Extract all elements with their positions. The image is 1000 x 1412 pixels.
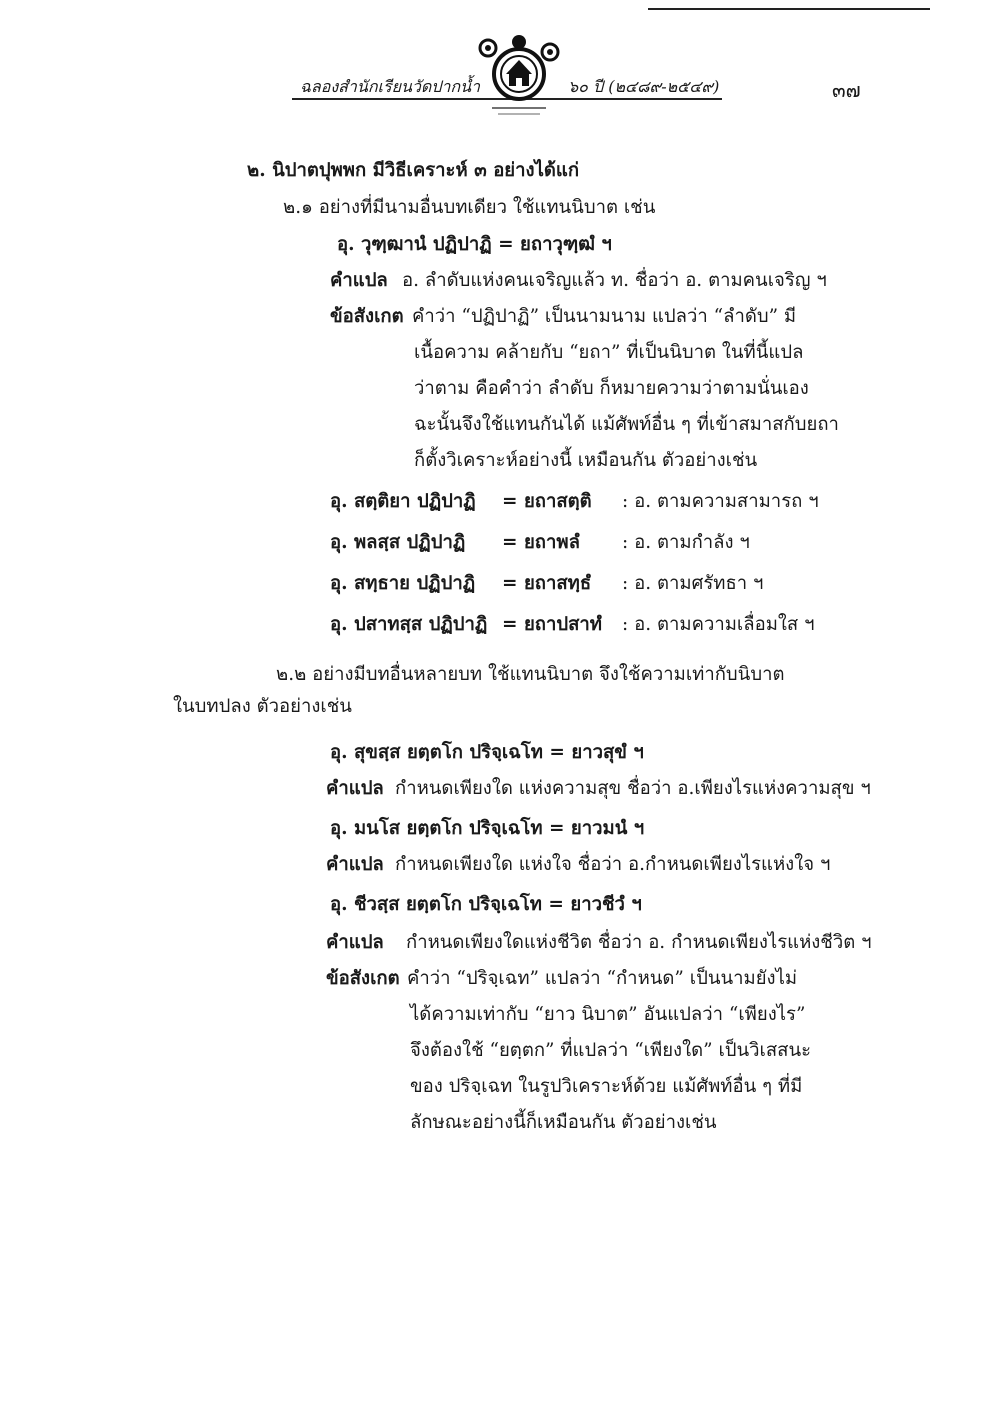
note-text: เนื้อความ คล้ายกับ “ยถา” ที่เป็นนิบาต ในที่นี้แปล	[414, 342, 804, 363]
page-number: ๓๗	[832, 78, 861, 102]
translation-text: กำหนดเพียงใดแห่งชีวิต ชื่อว่า อ. กำหนดเพียงไรแห่งชีวิต ฯ	[406, 932, 872, 953]
translation-label: คำแปล	[326, 932, 384, 953]
paragraph-continuation: ในบทปลง ตัวอย่างเช่น	[173, 696, 352, 717]
note-text: ของ ปริจฺเฉท ในรูปวิเคราะห์ด้วย แม้ศัพท์อื่น ๆ ที่มี	[410, 1076, 803, 1097]
note-text: ลักษณะอย่างนี้ก็เหมือนกัน ตัวอย่างเช่น	[410, 1112, 717, 1133]
note-text: คำว่า “ปริจฺเฉท” แปลว่า “กำหนด” เป็นนามยังไม่	[407, 968, 798, 989]
example-translation: : อ. ตามศรัทธา ฯ	[622, 573, 764, 594]
translation-label: คำแปล	[326, 778, 384, 799]
example-translation: : อ. ตามกำลัง ฯ	[622, 532, 750, 553]
note-text: ได้ความเท่ากับ “ยาว นิบาต” อันแปลว่า “เพียงไร”	[410, 1004, 806, 1025]
header-right-title: ๖๐ ปี (๒๔๘๙-๒๕๔๙)	[568, 77, 720, 96]
note-text: ว่าตาม คือคำว่า ลำดับ ก็หมายความว่าตามนั่นเอง	[414, 378, 809, 399]
example-equivalent: = ยถาสตฺติ	[502, 491, 592, 512]
example-line: อุ. มนโส ยตฺตโก ปริจฺเฉโท = ยาวมนํ ฯ	[330, 818, 645, 839]
section-heading: ๒. นิปาตปุพพก มีวิธีเคราะห์ ๓ อย่างได้แก่	[247, 160, 580, 181]
example-pali: อุ. ปสาทสฺส ปฏิปาฏิ	[330, 614, 488, 635]
note-text: ก็ตั้งวิเคราะห์อย่างนี้ เหมือนกัน ตัวอย่างเช่น	[414, 450, 758, 471]
note-text: จึงต้องใช้ “ยตฺตก” ที่แปลว่า “เพียงใด” เป็นวิเสสนะ	[410, 1040, 812, 1061]
translation-text: อ. ลำดับแห่งคนเจริญแล้ว ท. ชื่อว่า อ. ตามคนเจริญ ฯ	[402, 270, 827, 291]
temple-seal-logo	[478, 30, 560, 122]
example-pali: อุ. สตฺติยา ปฏิปาฏิ	[330, 491, 476, 512]
note-label: ข้อสังเกต	[330, 306, 404, 327]
header-left-title: ฉลองสำนักเรียนวัดปากน้ำ	[300, 77, 480, 96]
example-equivalent: = ยถาสทฺธํ	[502, 573, 592, 594]
example-translation: : อ. ตามความสามารถ ฯ	[622, 491, 819, 512]
example-equivalent: = ยถาปสาทํ	[502, 614, 602, 635]
example-equivalent: = ยถาพลํ	[502, 532, 580, 553]
translation-text: กำหนดเพียงใด แห่งความสุข ชื่อว่า อ.เพียงไรแห่งความสุข ฯ	[395, 778, 871, 799]
subsection-heading-2-2: ๒.๒ อย่างมีบทอื่นหลายบท ใช้แทนนิบาต จึงใช้ความเท่ากับนิบาต	[276, 664, 785, 685]
example-pali: อุ. พลสฺส ปฏิปาฏิ	[330, 532, 466, 553]
example-line: อุ. วุฑฺฒานํ ปฏิปาฏิ = ยถาวุฑฺฒํ ฯ	[337, 234, 612, 255]
translation-label: คำแปล	[330, 270, 388, 291]
note-text: คำว่า “ปฏิปาฏิ” เป็นนามนาม แปลว่า “ลำดับ” มี	[412, 306, 797, 327]
translation-label: คำแปล	[326, 854, 384, 875]
example-line: อุ. ชีวสฺส ยตฺตโก ปริจฺเฉโท = ยาวชีวํ ฯ	[330, 894, 642, 915]
example-translation: : อ. ตามความเลื่อมใส ฯ	[622, 614, 815, 635]
translation-text: กำหนดเพียงใด แห่งใจ ชื่อว่า อ.กำหนดเพียงไรแห่งใจ ฯ	[395, 854, 831, 875]
example-line: อุ. สุขสฺส ยตฺตโก ปริจฺเฉโท = ยาวสุขํ ฯ	[330, 742, 644, 763]
example-pali: อุ. สทฺธาย ปฏิปาฏิ	[330, 573, 476, 594]
subsection-heading-2-1: ๒.๑ อย่างที่มีนามอื่นบทเดียว ใช้แทนนิบาต เช่น	[283, 197, 656, 218]
top-rule	[648, 0, 930, 10]
note-label: ข้อสังเกต	[326, 968, 400, 989]
note-text: ฉะนั้นจึงใช้แทนกันได้ แม้ศัพท์อื่น ๆ ที่เข้าสมาสกับยถา	[414, 414, 839, 435]
